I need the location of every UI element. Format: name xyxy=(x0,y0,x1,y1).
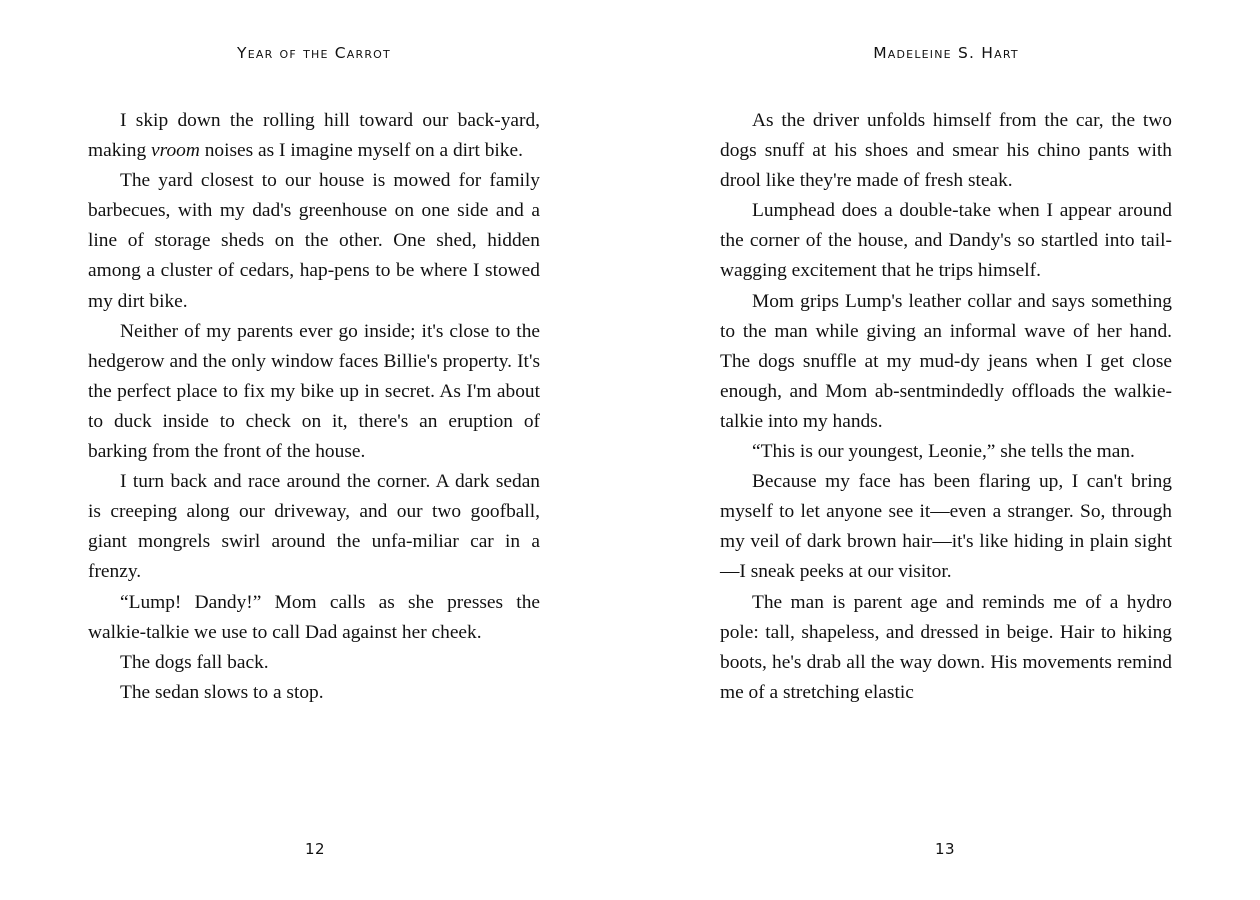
running-head-right: Madeleine S. Hart xyxy=(873,44,1019,62)
paragraph: Neither of my parents ever go inside; it's close to the hedgerow and the only window faces Billie's property. It's the perfect place to fix my bike up in secret. As I'm about to duck inside to check on it, there's an eruption of barking from the front of the house. xyxy=(88,320,540,463)
paragraph: Mom grips Lump's leather collar and says something to the man while giving an informal wave of her hand. The dogs snuffle at my mud-dy jeans when I get close enough, and Mom ab-sentmindedly offloads the walkie-talkie into my hands. xyxy=(720,290,1172,432)
folio-left: 12 xyxy=(304,840,326,858)
page-right xyxy=(630,0,1260,900)
paragraph: “This is our youngest, Leonie,” she tells the man. xyxy=(752,441,1135,463)
paragraph: The man is parent age and reminds me of a hydro pole: tall, shapeless, and dressed in beige. Hair to hiking boots, he's drab all the way down. His movements remind me of a stretching elastic xyxy=(720,591,1172,703)
paragraph: Lumphead does a double-take when I appear around the corner of the house, and Dandy's so startled into tail-wagging excitement that he trips himself. xyxy=(720,200,1172,282)
folio-right: 13 xyxy=(934,840,956,858)
paragraph: Because my face has been flaring up, I can't bring myself to let anyone see it—even a stranger. So, through my veil of dark brown hair—it's like hiding in plain sight—I sneak peeks at our visitor. xyxy=(720,471,1172,583)
paragraph: The sedan slows to a stop. xyxy=(120,681,324,703)
paragraph: As the driver unfolds himself from the car, the two dogs snuff at his shoes and smear his chino pants with drool like they're made of fresh steak. xyxy=(720,110,1172,192)
paragraph: I skip down the rolling hill toward our back-yard, making vroom noises as I imagine myself on a dirt bike. xyxy=(88,110,540,162)
paragraph: The dogs fall back. xyxy=(120,651,269,673)
body-text-left xyxy=(88,106,540,708)
paragraph: I turn back and race around the corner. A dark sedan is creeping along our driveway, and our two goofball, giant mongrels swirl around the unfa-miliar car in a frenzy. xyxy=(88,471,540,583)
body-text-right xyxy=(720,106,1172,708)
running-head-left: Year of the Carrot xyxy=(237,44,391,62)
paragraph: “Lump! Dandy!” Mom calls as she presses the walkie-talkie we use to call Dad against her cheek. xyxy=(88,591,540,643)
paragraph: The yard closest to our house is mowed for family barbecues, with my dad's greenhouse on one side and a line of storage sheds on the other. One shed, hidden among a cluster of cedars, hap-pens to be where I stowed my dirt bike. xyxy=(88,170,540,312)
